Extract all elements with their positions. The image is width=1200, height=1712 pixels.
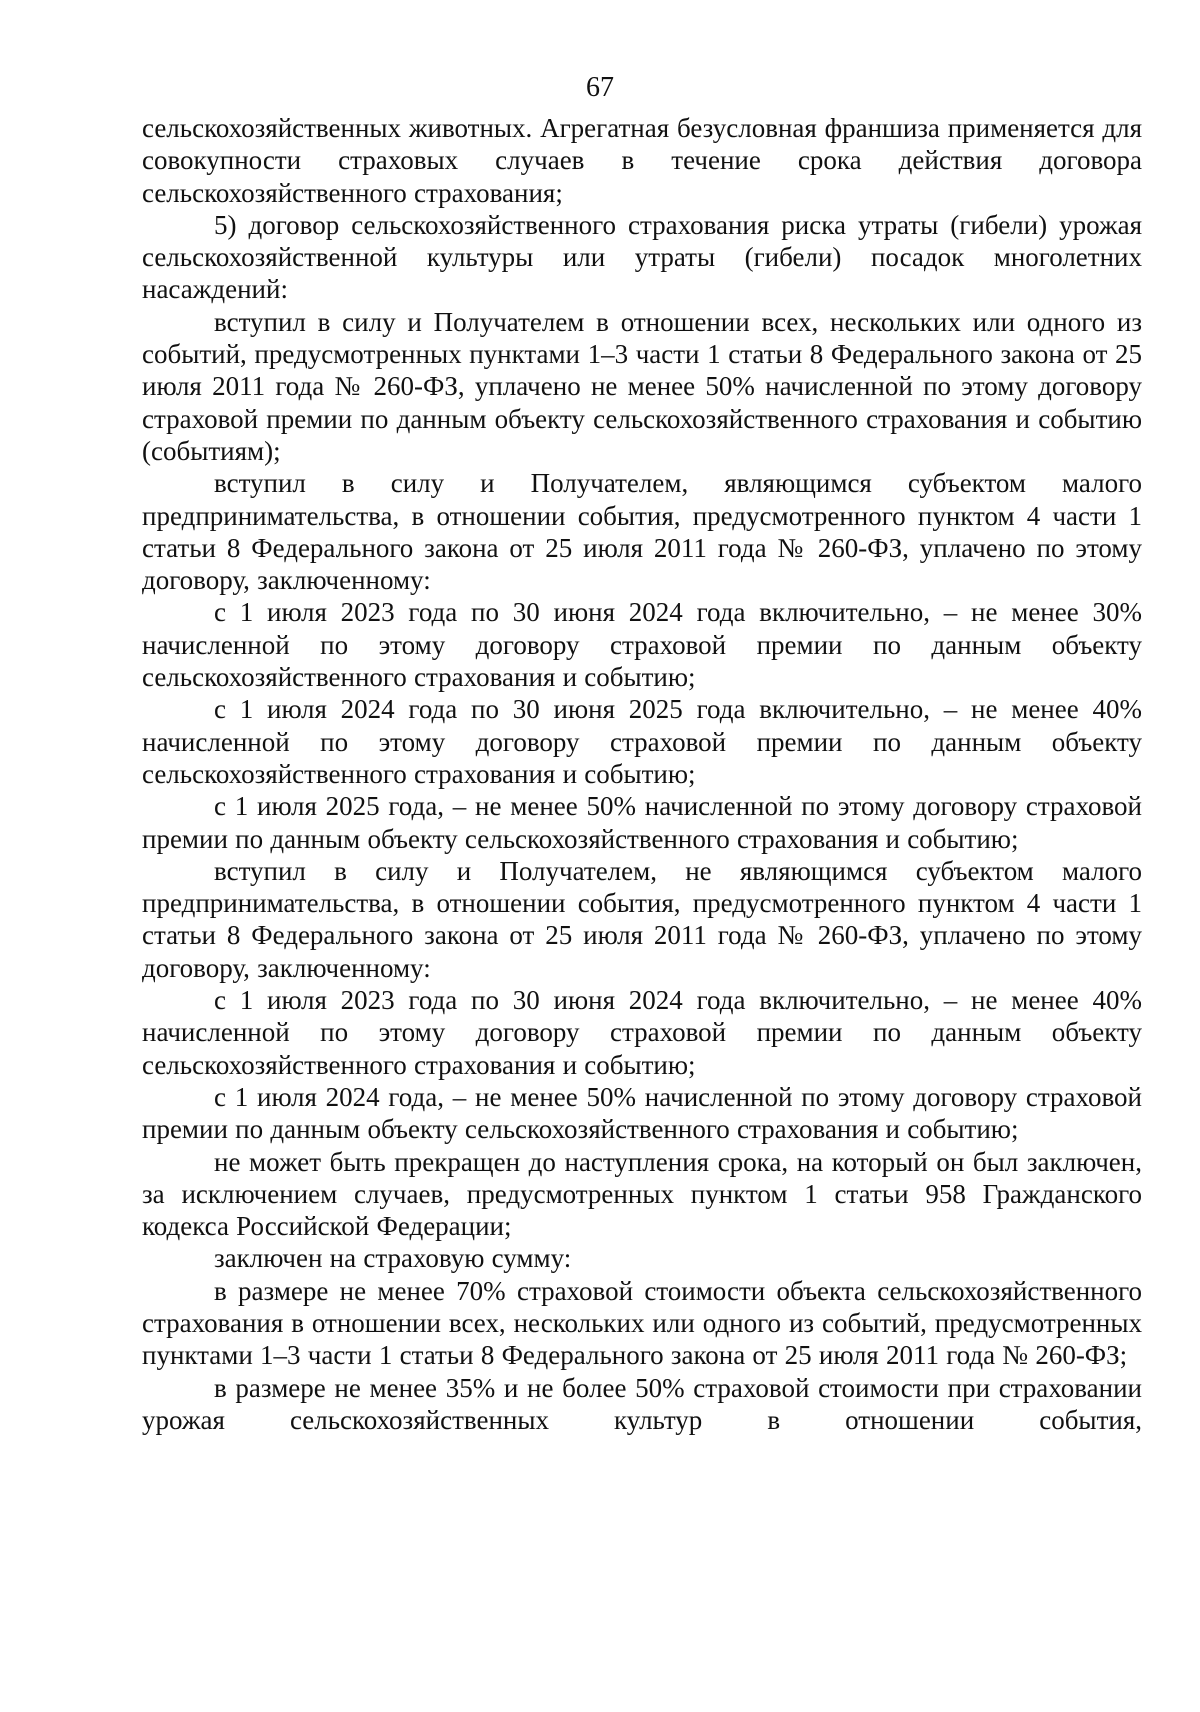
paragraph-non-small-business-2024: с 1 июля 2024 года, – не менее 50% начисленной по этому договору страховой премии по данным объекту сельскохозяйственного страхования и событию; <box>142 1081 1142 1145</box>
paragraph-insured-sum-70: в размере не менее 70% страховой стоимости объекта сельскохозяйственного страхования в отношении всех, нескольких или одного из событий, предусмотренных пунктами 1–3 части 1 статьи 8 Федерального закона от 25 июля 2011 года № 260-ФЗ; <box>142 1275 1142 1371</box>
paragraph-insured-sum-35-50: в размере не менее 35% и не более 50% страховой стоимости при страховании урожая сельскохозяйственных культур в отношении события, <box>142 1372 1142 1435</box>
paragraph-item-5: 5) договор сельскохозяйственного страхования риска утраты (гибели) урожая сельскохозяйственной культуры или утраты (гибели) посадок многолетних насаждений: <box>142 209 1142 305</box>
document-body <box>142 112 1142 1436</box>
paragraph-small-business-2023: с 1 июля 2023 года по 30 июня 2024 года включительно, – не менее 30% начисленной по этому договору страховой премии по данным объекту сельскохозяйственного страхования и событию; <box>142 597 1142 693</box>
page-number: 67 <box>586 72 614 103</box>
paragraph-continuation: сельскохозяйственных животных. Агрегатная безусловная франшиза применяется для совокупности страховых случаев в течение срока действия договора сельскохозяйственного страхования; <box>142 113 1142 208</box>
paragraph-non-small-business-2023: с 1 июля 2023 года по 30 июня 2024 года включительно, – не менее 40% начисленной по этому договору страховой премии по данным объекту сельскохозяйственного страхования и событию; <box>142 985 1142 1080</box>
paragraph-non-small-business-event-4: вступил в силу и Получателем, не являющимся субъектом малого предпринимательства, в отношении события, предусмотренного пунктом 4 части 1 статьи 8 Федерального закона от 25 июля 2011 года № 260-ФЗ, уплачено по этому договору, заключенному: <box>142 855 1142 983</box>
paragraph-small-business-event-4: вступил в силу и Получателем, являющимся субъектом малого предпринимательства, в отношении события, предусмотренного пунктом 4 части 1 статьи 8 Федерального закона от 25 июля 2011 года № 260-ФЗ, уплачено по этому договору, заключенному: <box>142 468 1142 596</box>
paragraph-small-business-2024: с 1 июля 2024 года по 30 июня 2025 года включительно, – не менее 40% начисленной по этому договору страховой премии по данным объекту сельскохозяйственного страхования и событию; <box>142 694 1142 789</box>
paragraph-small-business-2025: с 1 июля 2025 года, – не менее 50% начисленной по этому договору страховой премии по данным объекту сельскохозяйственного страхования и событию; <box>142 791 1142 854</box>
paragraph-insured-sum: заключен на страховую сумму: <box>214 1243 572 1274</box>
paragraph-entered-into-force-events-1-3: вступил в силу и Получателем в отношении всех, нескольких или одного из событий, предусмотренных пунктами 1–3 части 1 статьи 8 Федерального закона от 25 июля 2011 года № 260-ФЗ, уплачено не менее 50% начисленной по этому договору страховой премии по данным объекту сельскохозяйственного страхования и событию (событиям); <box>142 306 1142 466</box>
paragraph-termination: не может быть прекращен до наступления срока, на который он был заключен, за исключением случаев, предусмотренных пунктом 1 статьи 958 Гражданского кодекса Российской Федерации; <box>142 1146 1142 1242</box>
